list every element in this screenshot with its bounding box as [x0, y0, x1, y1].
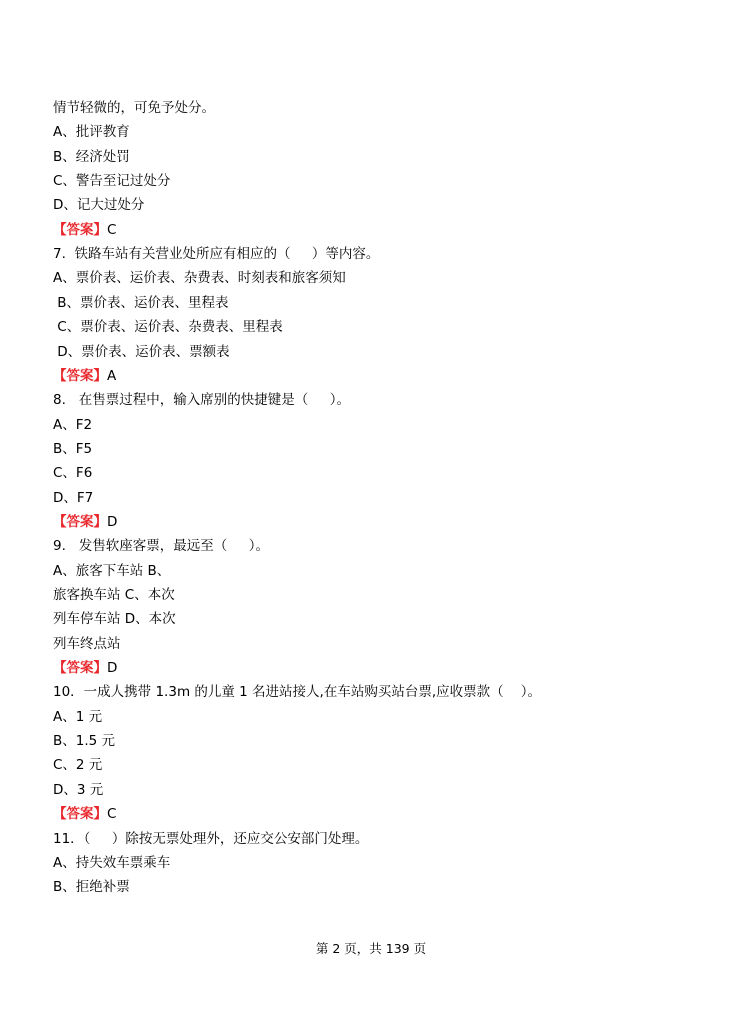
text-line: 11．（ ）除按无票处理外，还应交公安部门处理。 [53, 830, 369, 847]
answer-value: D [107, 513, 118, 530]
text-line: 列车终点站 [53, 635, 121, 652]
text-line: D、票价表、运价表、票额表 [53, 343, 230, 360]
text-line: 7. 铁路车站有关营业处所应有相应的（ ）等内容。 [53, 246, 380, 263]
answer-label: 【答案】 [53, 221, 107, 238]
text-line: 9. 发售软座客票，最远至（ ）。 [53, 538, 269, 555]
text-line: B、经济处罚 [53, 148, 130, 165]
text-line: A、1 元 [53, 708, 103, 725]
text-line: 列车停车站 D、本次 [53, 611, 176, 628]
text-line: D、3 元 [53, 781, 104, 798]
text-line: A、旅客下车站 B、 [53, 562, 171, 579]
text-line: B、拒绝补票 [53, 879, 130, 896]
answer-line [53, 221, 116, 239]
answer-label: 【答案】 [53, 806, 107, 823]
answer-label: 【答案】 [53, 513, 107, 530]
text-line: 8. 在售票过程中，输入席别的快捷键是（ ）。 [53, 392, 350, 409]
text-line: B、F5 [53, 440, 93, 457]
answer-value: A [107, 367, 117, 384]
answer-line [53, 513, 117, 531]
text-line: C、F6 [53, 465, 93, 482]
text-line: D、F7 [53, 489, 94, 506]
answer-line [53, 659, 117, 677]
answer-line [53, 805, 116, 823]
page-footer: 第 2 页，共 139 页 [315, 941, 427, 956]
text-line: B、1.5 元 [53, 733, 116, 750]
text-line: C、警告至记过处分 [53, 173, 171, 190]
text-line: 旅客换车站 C、本次 [53, 587, 175, 603]
text-line: C、2 元 [53, 757, 103, 774]
text-line: A、票价表、运价表、杂费表、时刻表和旅客须知 [53, 270, 346, 287]
text-line: D、记大过处分 [53, 197, 145, 214]
text-line: A、持失效车票乘车 [53, 854, 171, 871]
answer-line [53, 367, 116, 385]
text-line: C、票价表、运价表、杂费表、里程表 [53, 319, 283, 336]
answer-value: C [107, 806, 117, 823]
answer-value: D [107, 660, 118, 677]
answer-value: C [107, 221, 117, 238]
answer-label: 【答案】 [53, 660, 107, 677]
text-line: 情节轻微的，可免予处分。 [53, 100, 215, 116]
text-line: A、批评教育 [53, 124, 130, 141]
text-line: A、F2 [53, 416, 93, 433]
answer-label: 【答案】 [53, 367, 107, 384]
text-line: 10．一成人携带 1.3m 的儿童 1 名进站接人,在车站购买站台票,应收票款（ ）。 [53, 684, 542, 701]
text-line: B、票价表、运价表、里程表 [53, 294, 229, 311]
